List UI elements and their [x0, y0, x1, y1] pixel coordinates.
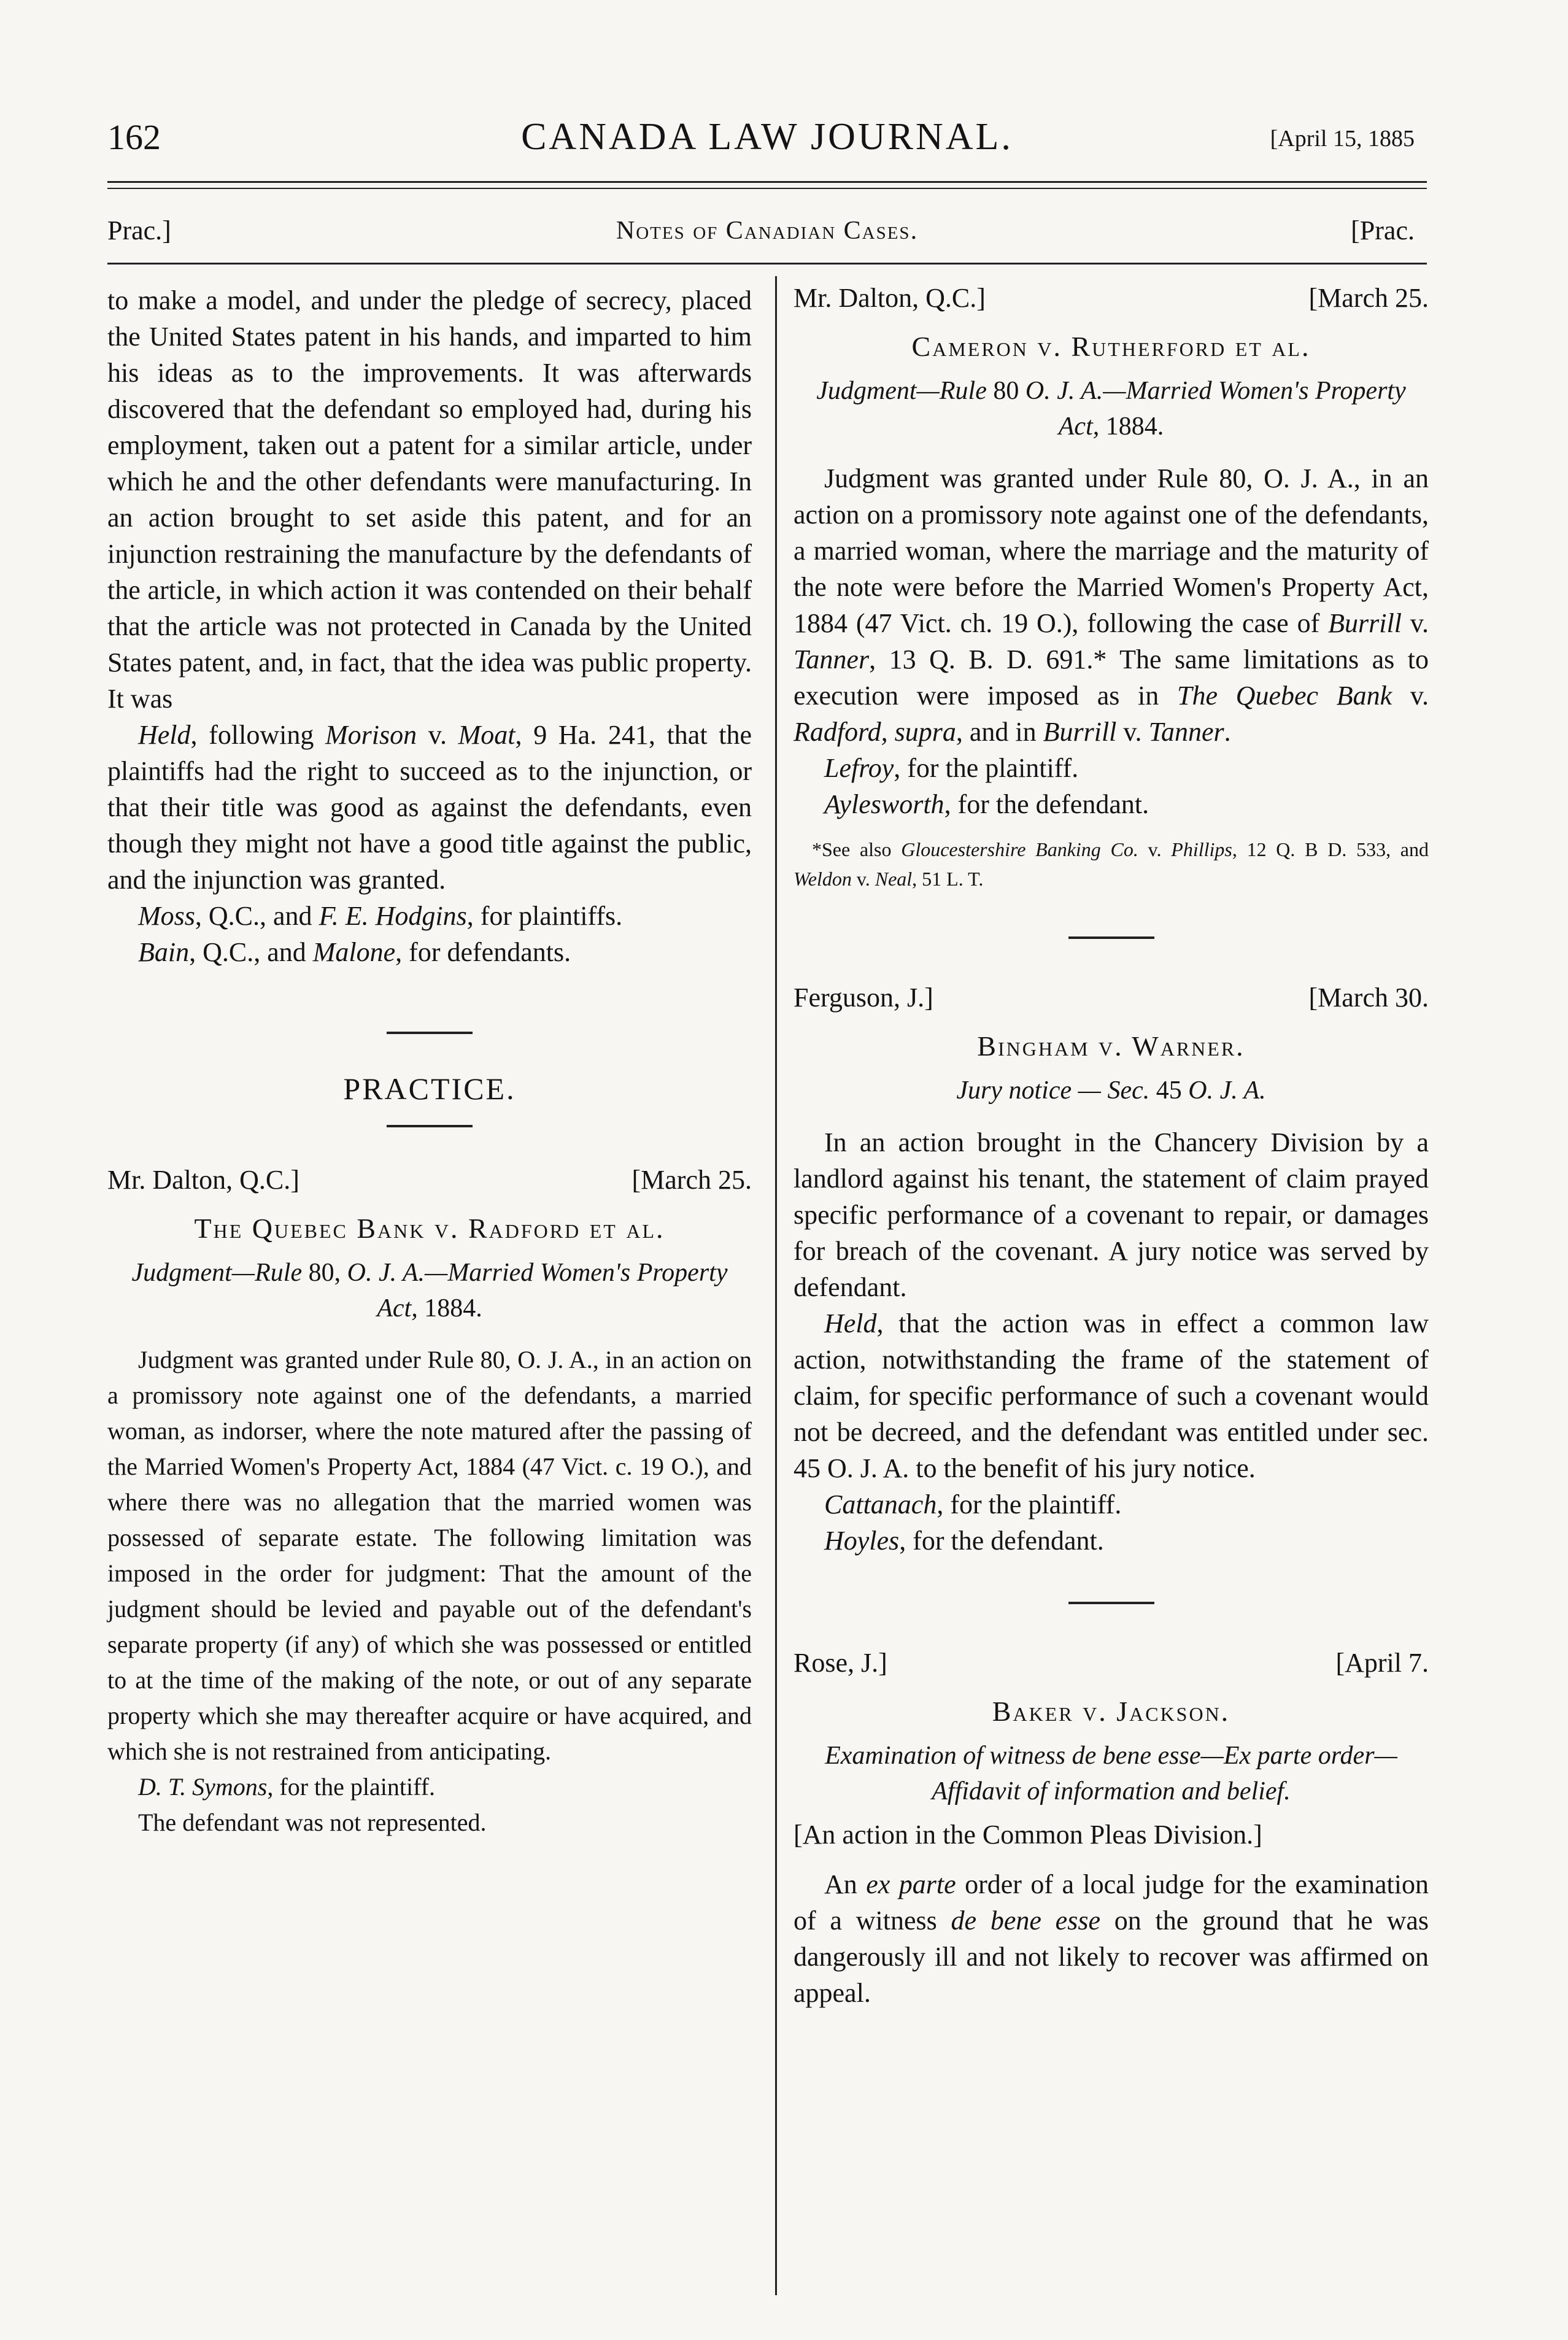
- issue-date: [April 15, 1885: [1270, 126, 1415, 152]
- running-head-right: [Prac.: [1351, 215, 1415, 245]
- case-report: Judgment was granted under Rule 80, O. J. A., in an action on a promissory note against one of the defendants, a married woman, where the marriage and the maturity of the note were before the Married Women's Property Act, 1884 (47 Vict. ch. 19 O.), following the case of Burrill v. Tanner, 13 Q. B. D. 691.* The same limitations as to execution were imposed as in The Quebec Bank v. Radford, supra, and in Burrill v. Tanner.: [794, 463, 1429, 747]
- case-report: Judgment was granted under Rule 80, O. J. A., in an action on a promissory note against one of the defendants, a married woman, as indorser, where the note matured after the passing of the Married Women's Property Act, 1884 (47 Vict. c. 19 O.), and where there was no allegation that the married women was possessed of separate estate. The following limitation was imposed in the order for judgment: That the amount of the judgment should be levied and payable out of the defendant's separate property (if any) of which she was possessed or entitled to at the time of the making of the note, or out of any separate property which she may thereafter acquire or have acquired, and which she is not restrained from anticipating.: [107, 1346, 752, 1765]
- case-title: Bingham v. Warner.: [977, 1030, 1245, 1062]
- held-lead: Held: [138, 720, 191, 750]
- court-note: [An action in the Common Pleas Division.]: [794, 1820, 1262, 1850]
- section-separator: [387, 1032, 473, 1034]
- case-date: [March 30.: [1308, 983, 1429, 1013]
- counsel-line: Moss, Q.C., and F. E. Hodgins, for plaintiffs.: [138, 901, 623, 931]
- case-title: Cameron v. Rutherford et al.: [911, 331, 1311, 362]
- case-date: [March 25.: [631, 1165, 752, 1195]
- held-lead: Held: [824, 1308, 877, 1338]
- header-rule-top: [107, 181, 1427, 183]
- judge-name: Ferguson, J.]: [794, 983, 933, 1013]
- counsel-line: D. T. Symons, for the plaintiff.: [138, 1773, 436, 1801]
- case-byline: [794, 1647, 1429, 1690]
- case-byline: [107, 1164, 752, 1207]
- counsel-line: Lefroy, for the plaintiff.: [824, 753, 1079, 783]
- running-head-center: Notes of Canadian Cases.: [616, 217, 919, 245]
- left-column: [107, 282, 752, 1840]
- journal-title: CANADA LAW JOURNAL.: [521, 116, 1013, 158]
- column-divider: [775, 276, 777, 2295]
- right-column: [794, 282, 1429, 2011]
- section-heading: PRACTICE.: [343, 1072, 516, 1106]
- case-title: Baker v. Jackson.: [992, 1696, 1230, 1727]
- case-date: [April 7.: [1335, 1648, 1429, 1678]
- counsel-line: Aylesworth, for the defendant.: [824, 789, 1149, 819]
- footnote: *See also Gloucestershire Banking Co. v. Phillips, 12 Q. B D. 533, and Weldon v. Neal, 51 L. T.: [794, 838, 1429, 890]
- held-paragraph: Held, that the action was in effect a common law action, notwithstanding the frame of the statement of claim, for specific performance of such a covenant would not be decreed, and the defendant was entitled under sec. 45 O. J. A. to the benefit of his jury notice.: [794, 1308, 1429, 1483]
- case-date: [March 25.: [1308, 283, 1429, 313]
- judge-name: Mr. Dalton, Q.C.]: [107, 1165, 299, 1195]
- counsel-line: Bain, Q.C., and Malone, for defendants.: [138, 937, 571, 967]
- judge-name: Rose, J.]: [794, 1648, 887, 1678]
- case-catchline: Judgment—Rule 80 O. J. A.—Married Women's Property Act, 1884.: [816, 377, 1406, 441]
- case-catchline: Examination of witness de bene esse—Ex parte order—Affidavit of information and belief.: [825, 1742, 1397, 1805]
- judge-name: Mr. Dalton, Q.C.]: [794, 283, 986, 313]
- continued-report: to make a model, and under the pledge of secrecy, placed the United States patent in his hands, and imparted to him his ideas as to the improvements. It was afterwards discovered that the defendant so employed had, during his employment, taken out a patent for a similar article, under which he and the other defendants were manufacturing. In an action brought to set aside this patent, and for an injunction restraining the manufacture by the defendants of the article, in which action it was contended on their behalf that the article was not protected in Canada by the United States patent, and, in fact, that the idea was public property. It was: [107, 285, 752, 714]
- counsel-line: Cattanach, for the plaintiff.: [824, 1489, 1122, 1519]
- counsel-line: Hoyles, for the defendant.: [824, 1526, 1104, 1556]
- case-catchline: Jury notice — Sec. 45 O. J. A.: [956, 1076, 1266, 1105]
- running-head-left: Prac.]: [107, 215, 171, 245]
- header-rule-bottom: [107, 188, 1427, 189]
- case-byline: [794, 282, 1429, 325]
- running-head-rule: [107, 263, 1427, 265]
- page-header: [107, 110, 1427, 166]
- running-head: [107, 215, 1427, 252]
- held-paragraph: Held, following Morison v. Moat, 9 Ha. 241, that the plaintiffs had the right to succeed as to the injunction, or that their title was good as against the defendants, even though they might not have a good title against the public, and the injunction was granted.: [107, 720, 752, 895]
- case-report: An ex parte order of a local judge for the examination of a witness de bene esse on the ground that he was dangerously ill and not likely to recover was affirmed on appeal.: [794, 1869, 1429, 2008]
- case-title: The Quebec Bank v. Radford et al.: [194, 1213, 665, 1244]
- counsel-line: The defendant was not represented.: [138, 1809, 487, 1836]
- case-byline: [794, 982, 1429, 1025]
- case-catchline: Judgment—Rule 80, O. J. A.—Married Women's Property Act, 1884.: [131, 1259, 728, 1323]
- case-separator: [1068, 936, 1154, 939]
- section-separator: [387, 1125, 473, 1127]
- case-report: In an action brought in the Chancery Division by a landlord against his tenant, the statement of claim prayed specific performance of a covenant to repair, or damages for breach of the covenant. A jury notice was served by defendant.: [794, 1127, 1429, 1302]
- page-number: 162: [107, 117, 161, 157]
- case-separator: [1068, 1602, 1154, 1604]
- journal-page: [107, 110, 1439, 2295]
